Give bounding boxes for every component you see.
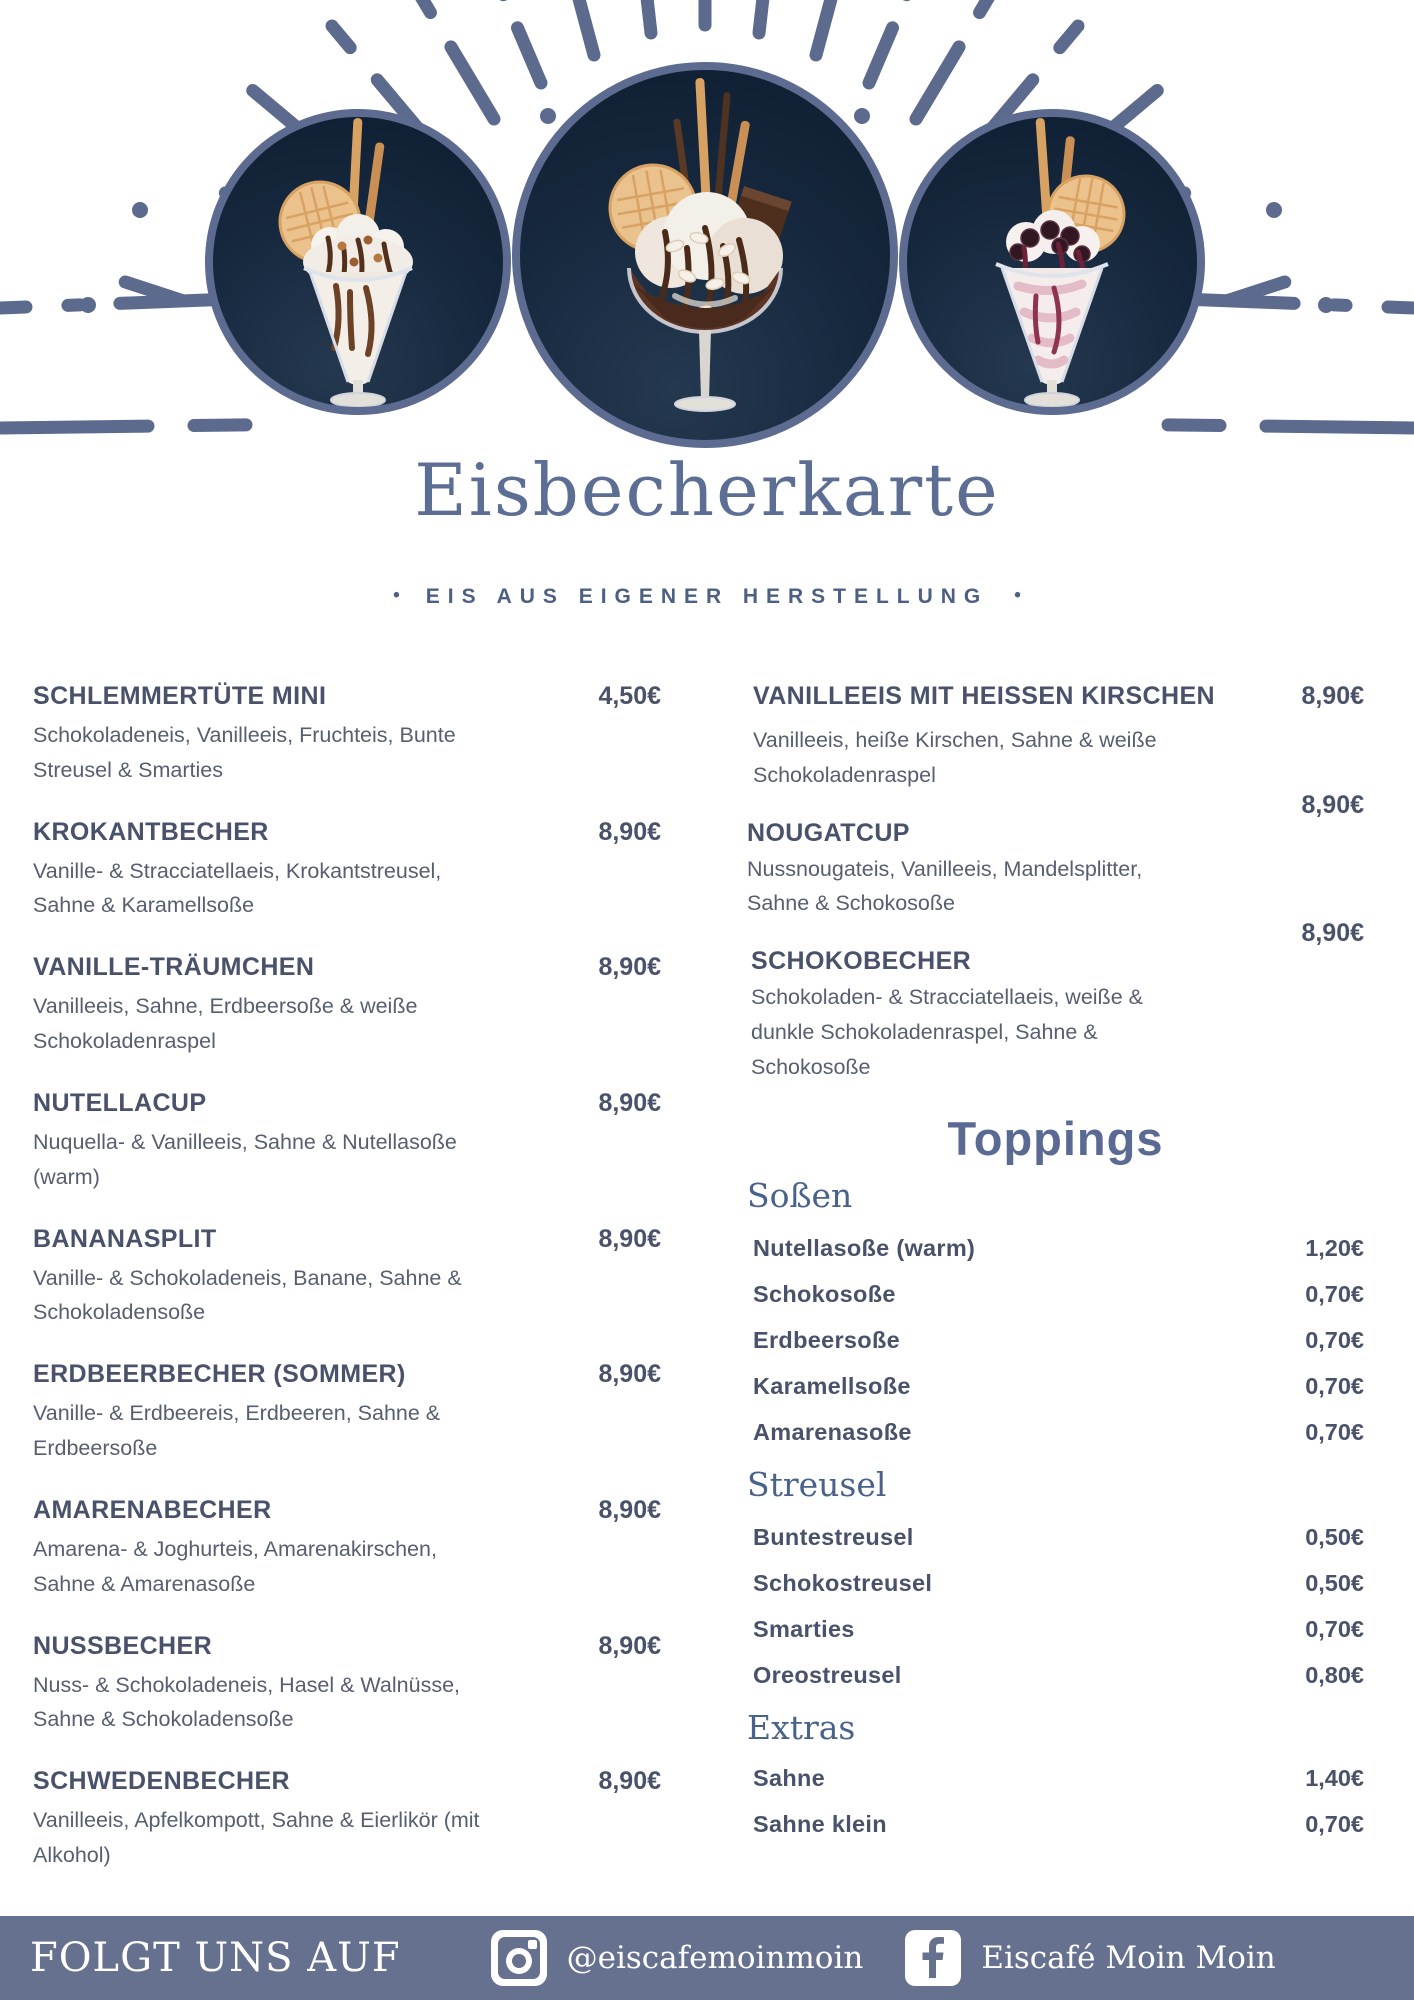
item-description: Schokoladen- & Stracciatellaeis, weiße & dunkle Schokoladenraspel, Sahne & Schokosoße (751, 985, 1143, 1079)
sundae-photo-middle (516, 66, 894, 444)
item-name: SCHLEMMERTÜTE MINI (33, 682, 327, 710)
topping-name: Schokosoße (753, 1280, 896, 1307)
footer-label: FOLGT UNS AUF (30, 1935, 401, 1981)
menu (33, 658, 1364, 1903)
footer (0, 1916, 1414, 2000)
item-name: BANANASPLIT (33, 1224, 217, 1253)
instagram-link[interactable] (491, 1930, 864, 1986)
topping-price: 0,70€ (1305, 1810, 1364, 1837)
page-title: Eisbecherkarte (414, 448, 1000, 532)
item-price: 8,90€ (1301, 919, 1364, 948)
toppings-title: Toppings (947, 1111, 1164, 1165)
topping-price: 0,50€ (1305, 1569, 1364, 1596)
topping-name: Nutellasoße (warm) (753, 1234, 976, 1261)
topping-name: Karamellsoße (753, 1372, 911, 1399)
topping-row (753, 1570, 1364, 1597)
topping-name: Amarenasoße (753, 1418, 912, 1445)
item-name: VANILLE-TRÄUMCHEN (33, 953, 315, 982)
topping-row (753, 1281, 1364, 1308)
topping-row (753, 1662, 1364, 1689)
menu-item (747, 790, 1364, 922)
facebook-name: Eiscafé Moin Moin (981, 1940, 1276, 1976)
section-heading-sossen: Soßen (747, 1175, 853, 1215)
page-subtitle (0, 585, 1414, 609)
instagram-icon (491, 1930, 547, 1986)
menu-item (33, 1496, 661, 1602)
topping-row (753, 1235, 1364, 1262)
item-price: 8,90€ (1301, 790, 1364, 819)
item-price: 8,90€ (598, 1767, 661, 1796)
sundae-photo-right (903, 113, 1201, 411)
topping-price: 0,70€ (1305, 1418, 1364, 1445)
item-name: KROKANTBECHER (33, 817, 269, 846)
item-description: Vanille- & Stracciatellaeis, Krokantstreusel, Sahne & Karamellsoße (33, 858, 442, 918)
item-description: Nuquella- & Vanilleeis, Sahne & Nutellasoße (warm) (33, 1129, 457, 1189)
topping-row (753, 1524, 1364, 1551)
item-description: Vanilleeis, heiße Kirschen, Sahne & weiße Schokoladenraspel (753, 728, 1157, 787)
menu-item (33, 1225, 661, 1331)
item-price: 8,90€ (598, 817, 661, 846)
topping-name: Schokostreusel (753, 1569, 933, 1596)
topping-price: 0,80€ (1305, 1661, 1364, 1688)
item-name: NUTELLACUP (33, 1088, 207, 1117)
item-description: Nuss- & Schokoladeneis, Hasel & Walnüsse, Sahne & Schokoladensoße (33, 1672, 461, 1732)
item-name: ERDBEERBECHER (SOMMER) (33, 1360, 406, 1389)
item-description: Nussnougateis, Vanilleeis, Mandelsplitter, Sahne & Schokosoße (747, 856, 1143, 916)
menu-item (747, 682, 1364, 793)
header-art (0, 0, 1414, 455)
item-name: NUSSBECHER (33, 1631, 213, 1660)
topping-row (753, 1327, 1364, 1354)
menu-item (33, 953, 661, 1059)
item-price: 8,90€ (598, 1360, 661, 1389)
topping-price: 0,70€ (1305, 1372, 1364, 1399)
item-description: Vanilleeis, Sahne, Erdbeersoße & weiße Schokoladenraspel (33, 994, 418, 1054)
menu-item (33, 1632, 661, 1738)
item-price: 8,90€ (598, 1631, 661, 1660)
item-description: Vanille- & Erdbeereis, Erdbeeren, Sahne & Erdbeersoße (33, 1401, 441, 1461)
item-description: Vanilleeis, Apfelkompott, Sahne & Eierlikör (mit Alkohol) (33, 1808, 480, 1868)
subtitle-bullet-right: • (1014, 585, 1021, 606)
topping-name: Erdbeersoße (753, 1326, 900, 1353)
item-name: AMARENABECHER (33, 1495, 272, 1524)
item-price: 8,90€ (598, 1224, 661, 1253)
sundae-photo-left (209, 113, 507, 411)
menu-column-left (33, 658, 661, 1903)
topping-price: 1,20€ (1305, 1234, 1364, 1261)
facebook-icon (905, 1930, 961, 1986)
menu-item (33, 1360, 661, 1466)
item-price: 8,90€ (598, 1088, 661, 1117)
topping-row (753, 1811, 1364, 1838)
topping-price: 1,40€ (1305, 1764, 1364, 1791)
item-price: 8,90€ (1301, 682, 1364, 710)
facebook-link[interactable] (905, 1930, 1275, 1986)
item-price: 8,90€ (598, 1495, 661, 1524)
menu-item (747, 919, 1364, 1084)
topping-name: Buntestreusel (753, 1523, 914, 1550)
topping-price: 0,70€ (1305, 1280, 1364, 1307)
item-name: SCHOKOBECHER (751, 947, 972, 976)
item-name: NOUGATCUP (747, 818, 910, 847)
topping-name: Smarties (753, 1615, 855, 1642)
section-heading-extras: Extras (747, 1707, 856, 1747)
menu-item (33, 1767, 661, 1873)
topping-row (753, 1616, 1364, 1643)
topping-name: Oreostreusel (753, 1661, 902, 1688)
topping-price: 0,50€ (1305, 1523, 1364, 1550)
section-heading-streusel: Streusel (747, 1464, 887, 1504)
item-price: 8,90€ (598, 953, 661, 982)
subtitle-bullet-left: • (393, 585, 400, 606)
topping-row (753, 1373, 1364, 1400)
topping-row (753, 1765, 1364, 1792)
menu-column-right (747, 658, 1364, 1903)
topping-name: Sahne (753, 1764, 826, 1791)
item-description: Amarena- & Joghurteis, Amarenakirschen, Sahne & Amarenasoße (33, 1536, 437, 1596)
menu-item (33, 1089, 661, 1195)
item-price: 4,50€ (598, 682, 661, 710)
topping-name: Sahne klein (753, 1810, 887, 1837)
item-name: VANILLEEIS MIT HEISSEN KIRSCHEN (753, 682, 1215, 710)
topping-row (753, 1419, 1364, 1446)
menu-item (33, 682, 661, 788)
item-description: Schokoladeneis, Vanilleeis, Fruchteis, Bunte Streusel & Smarties (33, 723, 456, 782)
topping-price: 0,70€ (1305, 1326, 1364, 1353)
item-name: SCHWEDENBECHER (33, 1767, 291, 1796)
subtitle-text: EIS AUS EIGENER HERSTELLUNG (425, 585, 989, 608)
instagram-handle: @eiscafemoinmoin (566, 1940, 864, 1976)
topping-price: 0,70€ (1305, 1615, 1364, 1642)
item-description: Vanille- & Schokoladeneis, Banane, Sahne & Schokoladensoße (33, 1265, 462, 1325)
menu-item (33, 818, 661, 924)
